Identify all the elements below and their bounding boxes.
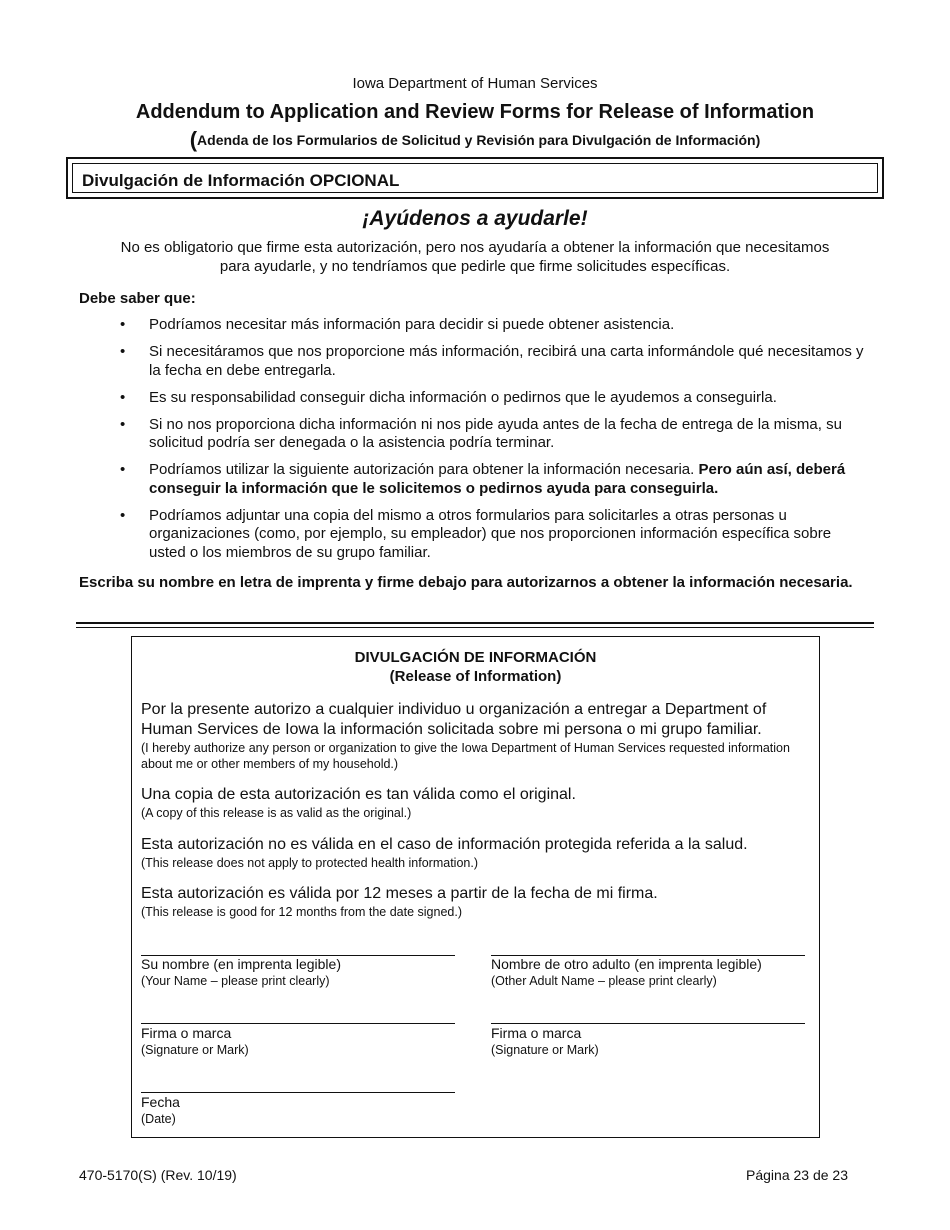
list-item [78,343,868,380]
optional-section-label: Divulgación de Información OPCIONAL [82,171,400,190]
document-subtitle [0,127,950,153]
list-item [78,316,868,335]
subtitle-text: Adenda de los Formularios de Solicitud y Revisión para Divulgación de Información) [197,132,761,148]
list-item [78,507,868,563]
release-of-information-box [131,636,820,1138]
other-adult-signature-label [491,1025,811,1059]
release-paragraph-copy [141,785,816,821]
bullet-text: Podríamos necesitar más información para decidir si puede obtener asistencia. [149,316,675,333]
release-paragraph-validity [141,884,816,920]
date-label-es: Fecha [141,1094,180,1110]
release-paragraph-en: (I hereby authorize any person or organization to give the Iowa Department of Human Services requested information about me or other members of my household.) [141,741,790,771]
release-title-es: DIVULGACIÓN DE INFORMACIÓN [354,649,597,666]
other-adult-signature-field[interactable] [491,1023,805,1024]
divider-rule [76,622,874,624]
your-name-label-en: (Your Name – please print clearly) [141,974,330,988]
bullet-text: Si necesitáramos que nos proporcione más información, recibirá una carta informándole qué necesitamos y la fecha en debe entregarla. [149,343,864,379]
release-title [132,648,819,686]
bullet-icon: • [120,415,126,433]
optional-section-box [66,157,884,199]
release-paragraph-health [141,835,816,871]
signature-label-en: (Signature or Mark) [141,1043,249,1057]
your-name-label [141,956,461,990]
other-adult-signature-label-en: (Signature or Mark) [491,1043,599,1057]
signature-label [141,1025,461,1059]
must-know-heading: Debe saber que: [79,290,196,307]
bullet-icon: • [120,388,126,406]
list-item [78,461,868,498]
document-title: Addendum to Application and Review Forms for Release of Information [135,101,815,123]
other-adult-name-label [491,956,811,990]
agency-name: Iowa Department of Human Services [352,75,598,92]
optional-section-inner-box [72,163,878,193]
signature-field[interactable] [141,1023,455,1024]
bullet-text: Podríamos adjuntar una copia del mismo a otros formularios para solicitarles a otras personas u organizaciones (como, por ejemplo, su empleador) que nos proporcionen información específica sobre usted o los miembros de su grupo familiar. [149,506,832,561]
bullet-text: Es su responsabilidad conseguir dicha información o pedirnos que le ayudemos a conseguirla. [149,388,777,406]
bullet-icon: • [120,343,126,360]
signature-label-es: Firma o marca [141,1025,232,1041]
bullet-icon: • [120,316,126,333]
bullet-text: Podríamos utilizar la siguiente autorización para obtener la información necesaria. [149,461,699,478]
subtitle-open-paren: ( [189,127,198,152]
release-paragraph-authorize [141,700,816,772]
release-title-en: (Release of Information) [389,668,562,685]
other-adult-signature-label-es: Firma o marca [491,1025,582,1041]
form-number: 470-5170(S) (Rev. 10/19) [79,1167,237,1183]
instruction-text: Escriba su nombre en letra de imprenta y firme debajo para autorizarnos a obtener la información necesaria. [79,574,853,591]
bullet-bold-text: Pero aún así, deberá conseguir la información que le solicitemos o pedirnos ayuda para conseguirla. [149,461,846,497]
intro-text: No es obligatorio que firme esta autorización, pero nos ayudaría a obtener la información que necesitamos para ayudarle, y no tendríamos que pedirle que firme solicitudes específicas. [120,239,830,275]
divider-rule [76,627,874,628]
date-label [141,1094,461,1128]
slogan: ¡Ayúdenos a ayudarle! [362,207,588,230]
bullet-text: Si no nos proporciona dicha información ni nos pide ayuda antes de la fecha de entrega de la misma, su solicitud podría ser denegada o la asistencia podría terminar. [149,415,842,451]
release-paragraph-en: (This release does not apply to protected health information.) [141,856,478,870]
date-field[interactable] [141,1092,455,1093]
your-name-label-es: Su nombre (en imprenta legible) [141,956,341,972]
bullet-list [78,316,868,571]
page-number: Página 23 de 23 [746,1167,848,1183]
list-item [78,416,868,453]
other-adult-name-label-en: (Other Adult Name – please print clearly) [491,974,717,988]
release-paragraph-en: (This release is good for 12 months from the date signed.) [141,905,462,919]
date-label-en: (Date) [141,1112,176,1126]
other-adult-name-label-es: Nombre de otro adulto (en imprenta legible) [491,956,762,972]
bullet-icon: • [120,506,126,524]
release-paragraph-es: Una copia de esta autorización es tan válida como el original. [141,786,576,803]
release-paragraph-en: (A copy of this release is as valid as the original.) [141,806,412,820]
release-paragraph-es: Esta autorización no es válida en el caso de información protegida referida a la salud. [141,836,748,853]
bullet-icon: • [120,461,126,478]
release-paragraph-es: Por la presente autorizo a cualquier individuo u organización a entregar a Department of Human Services de Iowa la información solicitada sobre mi persona o mi grupo familiar. [141,701,767,738]
release-paragraph-es: Esta autorización es válida por 12 meses a partir de la fecha de mi firma. [141,885,658,902]
list-item [78,389,868,408]
